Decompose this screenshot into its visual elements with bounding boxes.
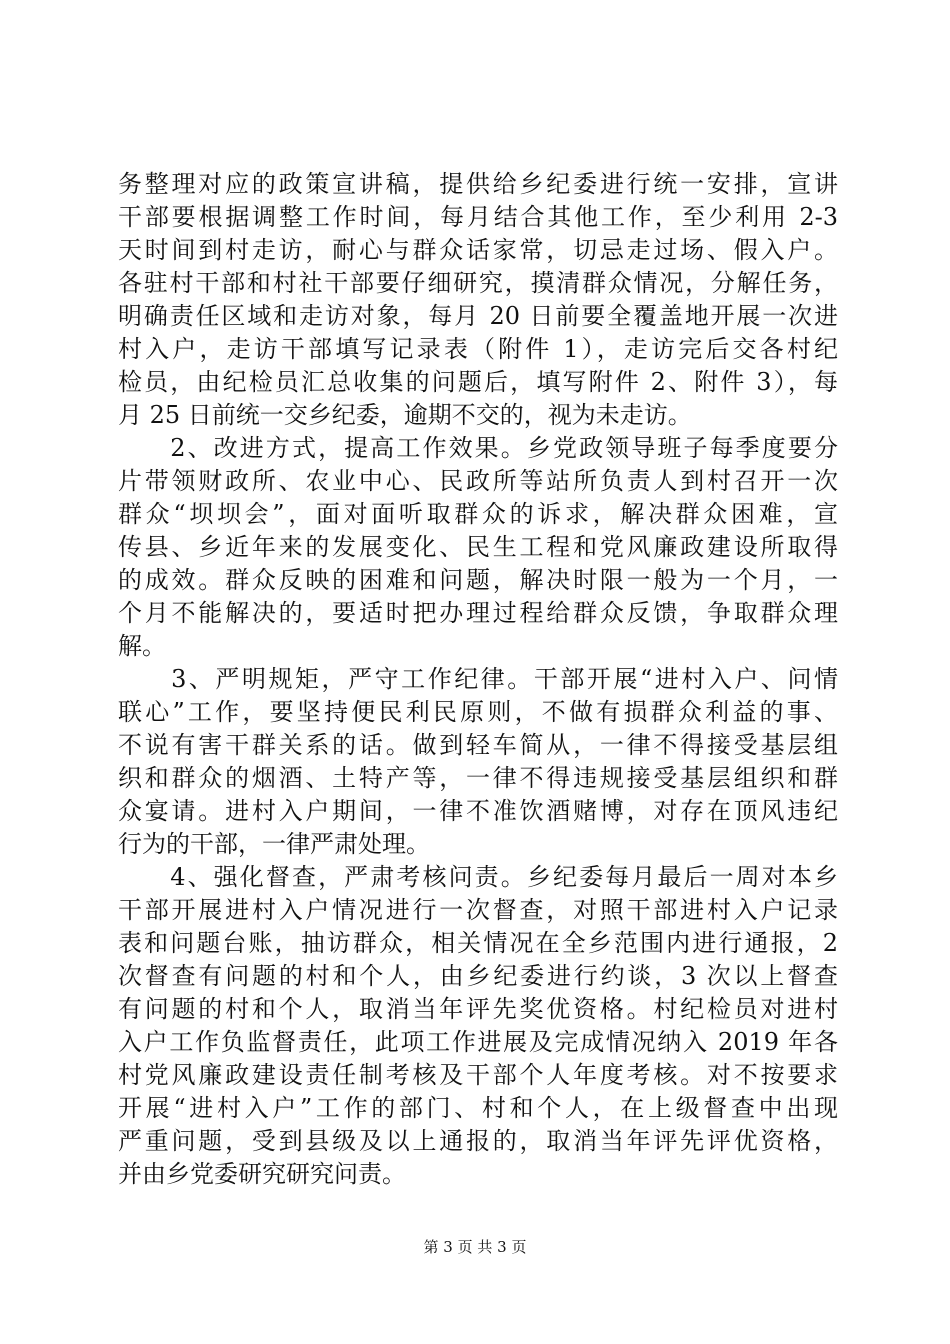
text-line: 解。: [118, 632, 166, 660]
document-body: [118, 168, 838, 1191]
text-line: 村入户，走访干部填写记录表（附件 1），走访完后交各村纪: [118, 335, 838, 363]
text-line: 众宴请。进村入户期间，一律不准饮酒赌博，对存在顶风违纪: [118, 797, 838, 825]
text-line: 开展“进村入户”工作的部门、村和个人，在上级督查中出现: [118, 1094, 838, 1122]
text-line: 3、严明规矩，严守工作纪律。干部开展“进村入户、问情: [118, 665, 838, 693]
text-line: 2、改进方式，提高工作效果。乡党政领导班子每季度要分: [118, 434, 838, 462]
page-footer: 第 3 页 共 3 页: [423, 1238, 527, 1256]
text-line: 的成效。群众反映的困难和问题，解决时限一般为一个月，一: [118, 566, 838, 594]
text-line: 联心”工作，要坚持便民利民原则，不做有损群众利益的事、: [118, 698, 838, 726]
text-line: 4、强化督查，严肃考核问责。乡纪委每月最后一周对本乡: [118, 863, 838, 891]
text-line: 传县、乡近年来的发展变化、民生工程和党风廉政建设所取得: [118, 533, 838, 561]
text-line: 村党风廉政建设责任制考核及干部个人年度考核。对不按要求: [118, 1061, 838, 1089]
text-line: 片带领财政所、农业中心、民政所等站所负责人到村召开一次: [118, 467, 838, 495]
text-line: 次督查有问题的村和个人，由乡纪委进行约谈，3 次以上督查: [118, 962, 838, 990]
text-line: 表和问题台账，抽访群众，相关情况在全乡范围内进行通报，2: [118, 929, 838, 957]
text-line: 个月不能解决的，要适时把办理过程给群众反馈，争取群众理: [118, 599, 838, 627]
text-line: 务整理对应的政策宣讲稿，提供给乡纪委进行统一安排，宣讲: [118, 170, 838, 198]
text-line: 严重问题，受到县级及以上通报的，取消当年评先评优资格，: [118, 1127, 838, 1155]
text-line: 各驻村干部和村社干部要仔细研究，摸清群众情况，分解任务，: [118, 269, 838, 297]
text-line: 有问题的村和个人，取消当年评先奖优资格。村纪检员对进村: [118, 995, 838, 1023]
text-line: 干部开展进村入户情况进行一次督查，对照干部进村入户记录: [118, 896, 838, 924]
text-line: 并由乡党委研究研究问责。: [118, 1160, 406, 1188]
text-line: 织和群众的烟酒、土特产等，一律不得违规接受基层组织和群: [118, 764, 838, 792]
text-line: 明确责任区域和走访对象，每月 20 日前要全覆盖地开展一次进: [118, 302, 838, 330]
text-line: 入户工作负监督责任，此项工作进展及完成情况纳入 2019 年各: [118, 1028, 838, 1056]
text-line: 月 25 日前统一交乡纪委，逾期不交的，视为未走访。: [118, 401, 692, 429]
text-line: 群众“坝坝会”，面对面听取群众的诉求，解决群众困难，宣: [118, 500, 838, 528]
text-line: 干部要根据调整工作时间，每月结合其他工作，至少利用 2-3: [118, 203, 838, 231]
text-line: 天时间到村走访，耐心与群众话家常，切忌走过场、假入户。: [118, 236, 838, 264]
text-line: 检员，由纪检员汇总收集的问题后，填写附件 2、附件 3），每: [118, 368, 838, 396]
text-line: 不说有害干群关系的话。做到轻车简从，一律不得接受基层组: [118, 731, 838, 759]
text-line: 行为的干部，一律严肃处理。: [118, 830, 430, 858]
